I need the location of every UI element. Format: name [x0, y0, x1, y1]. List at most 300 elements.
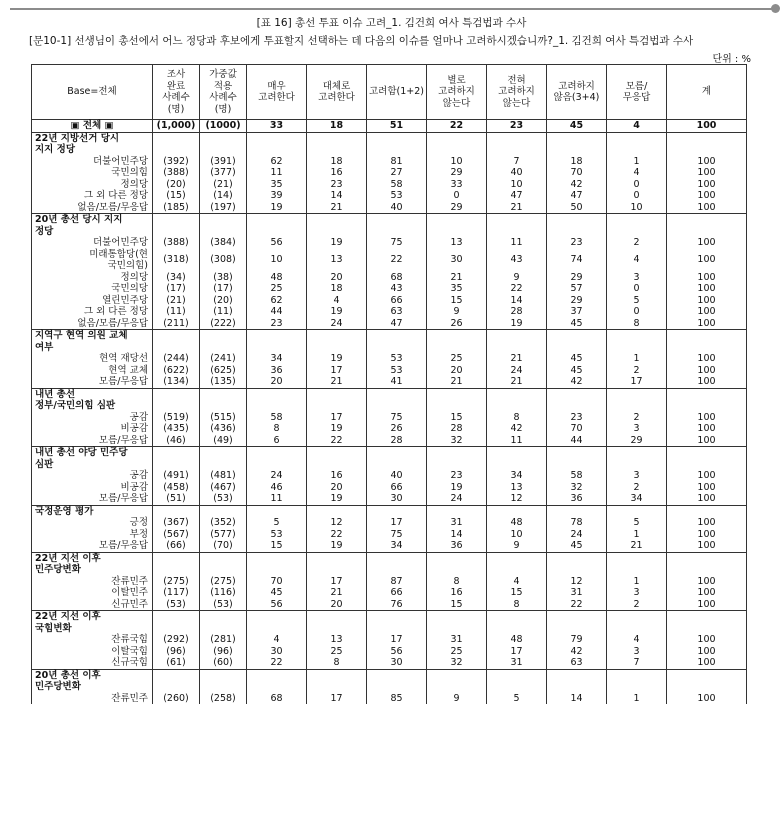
cell-value	[200, 447, 247, 459]
cell-value	[200, 459, 247, 471]
cell-value	[153, 214, 200, 226]
cell-value: 18	[547, 156, 607, 168]
cell-value	[667, 388, 747, 400]
cell-value: (1,000)	[153, 120, 200, 133]
cell-value: 3	[607, 470, 667, 482]
cell-value: (51)	[153, 493, 200, 505]
cell-value	[667, 552, 747, 564]
cell-value: 28	[367, 435, 427, 447]
cell-value	[607, 214, 667, 226]
cell-value	[667, 400, 747, 412]
cell-value: 42	[487, 423, 547, 435]
cell-value	[487, 226, 547, 238]
cell-value	[607, 132, 667, 144]
cell-value	[153, 388, 200, 400]
cell-value: 45	[547, 353, 607, 365]
table-row	[32, 190, 747, 202]
cell-value	[427, 505, 487, 517]
cell-value: 4	[307, 295, 367, 307]
cell-value: (21)	[153, 295, 200, 307]
table-row	[32, 295, 747, 307]
cell-value: 32	[427, 435, 487, 447]
table-row	[32, 657, 747, 669]
cell-value	[487, 669, 547, 681]
cell-value: 62	[247, 295, 307, 307]
cell-value: 8	[487, 599, 547, 611]
cell-value: 14	[307, 190, 367, 202]
cell-value: 4	[247, 634, 307, 646]
cell-value	[427, 447, 487, 459]
cell-value	[247, 226, 307, 238]
row-label: 내년 총선	[32, 388, 153, 400]
cell-value: 16	[307, 470, 367, 482]
cell-value	[367, 226, 427, 238]
cell-value: 1	[607, 353, 667, 365]
table-row	[32, 646, 747, 658]
cell-value	[487, 132, 547, 144]
cell-value: 36	[427, 540, 487, 552]
cell-value	[247, 623, 307, 635]
cell-value: 4	[607, 120, 667, 133]
cell-value	[153, 342, 200, 354]
cell-value	[607, 447, 667, 459]
cell-value	[427, 226, 487, 238]
cell-value: 100	[667, 412, 747, 424]
row-label: 정의당	[32, 179, 153, 191]
cell-value	[367, 132, 427, 144]
cell-value	[367, 214, 427, 226]
column-header: 고려하지 않음(3+4)	[547, 65, 607, 120]
cell-value	[247, 681, 307, 693]
cell-value: 24	[427, 493, 487, 505]
cell-value	[200, 226, 247, 238]
cell-value: 36	[247, 365, 307, 377]
cell-value: 74	[547, 249, 607, 272]
cell-value: 8	[427, 576, 487, 588]
cell-value: 100	[667, 376, 747, 388]
cell-value: 22	[547, 599, 607, 611]
column-header: 조사 완료 사례수 (명)	[153, 65, 200, 120]
cell-value: 17	[307, 693, 367, 705]
cell-value: 29	[427, 167, 487, 179]
cell-value	[247, 388, 307, 400]
table-row	[32, 435, 747, 447]
cell-value: 24	[547, 529, 607, 541]
cell-value	[367, 342, 427, 354]
cell-value	[487, 342, 547, 354]
cell-value: 43	[487, 249, 547, 272]
cell-value	[367, 669, 427, 681]
cell-value	[427, 669, 487, 681]
cell-value: 40	[487, 167, 547, 179]
cell-value: 26	[427, 318, 487, 330]
cell-value	[607, 459, 667, 471]
cell-value: 3	[607, 272, 667, 284]
cell-value	[307, 611, 367, 623]
cell-value: 15	[427, 599, 487, 611]
cell-value	[200, 623, 247, 635]
cell-value: 29	[547, 272, 607, 284]
cell-value: 66	[367, 587, 427, 599]
cell-value: 19	[307, 493, 367, 505]
cell-value: (96)	[153, 646, 200, 658]
cell-value: 100	[667, 657, 747, 669]
row-label: 비공감	[32, 423, 153, 435]
cell-value: 25	[247, 283, 307, 295]
cell-value	[367, 611, 427, 623]
column-header: 고려함(1+2)	[367, 65, 427, 120]
cell-value: 15	[487, 587, 547, 599]
row-label: 국힘변화	[32, 623, 153, 635]
row-label: 긍정	[32, 517, 153, 529]
row-label: 지역구 현역 의원 교체	[32, 330, 153, 342]
cell-value	[247, 144, 307, 156]
cell-value	[200, 669, 247, 681]
cell-value: 30	[367, 493, 427, 505]
cell-value: 18	[307, 156, 367, 168]
cell-value	[367, 330, 427, 342]
cell-value: 100	[667, 365, 747, 377]
cell-value: 34	[487, 470, 547, 482]
cell-value	[247, 669, 307, 681]
cell-value: 51	[367, 120, 427, 133]
cell-value: 30	[367, 657, 427, 669]
table-row	[32, 599, 747, 611]
cell-value: 5	[607, 517, 667, 529]
cell-value: 42	[547, 376, 607, 388]
cell-value: 57	[547, 283, 607, 295]
cell-value: 17	[307, 365, 367, 377]
cell-value: (53)	[153, 599, 200, 611]
cell-value: 29	[427, 202, 487, 214]
table-row	[32, 353, 747, 365]
cell-value: 32	[547, 482, 607, 494]
cell-value: (34)	[153, 272, 200, 284]
cell-value: 70	[547, 423, 607, 435]
cell-value: 58	[547, 470, 607, 482]
cell-value: (391)	[200, 156, 247, 168]
group-title-row	[32, 505, 747, 517]
cell-value	[247, 552, 307, 564]
cell-value: 18	[307, 283, 367, 295]
row-label: 이탈민주	[32, 587, 153, 599]
cell-value: 30	[427, 249, 487, 272]
cell-value	[547, 214, 607, 226]
cell-value: 30	[247, 646, 307, 658]
cell-value	[607, 400, 667, 412]
cell-value: (53)	[200, 599, 247, 611]
cell-value: 48	[487, 517, 547, 529]
cell-value	[247, 400, 307, 412]
row-label: 미래통합당(현 국민의힘)	[32, 249, 153, 272]
cell-value: 100	[667, 634, 747, 646]
row-label: 심판	[32, 459, 153, 471]
cell-value	[607, 669, 667, 681]
group-title-row	[32, 342, 747, 354]
cell-value	[153, 144, 200, 156]
cell-value	[247, 447, 307, 459]
cell-value	[427, 214, 487, 226]
cell-value: (53)	[200, 493, 247, 505]
cell-value: 23	[307, 179, 367, 191]
cell-value	[367, 681, 427, 693]
cell-value: (15)	[153, 190, 200, 202]
cell-value	[607, 611, 667, 623]
cell-value: (281)	[200, 634, 247, 646]
table-row	[32, 470, 747, 482]
cell-value: 23	[427, 470, 487, 482]
cell-value	[547, 342, 607, 354]
cell-value: 13	[307, 634, 367, 646]
cell-value	[547, 330, 607, 342]
cell-value: 21	[307, 587, 367, 599]
cell-value	[200, 214, 247, 226]
cell-value: 10	[607, 202, 667, 214]
cell-value: 100	[667, 167, 747, 179]
cell-value: 17	[367, 634, 427, 646]
cell-value	[487, 330, 547, 342]
group-title-row	[32, 623, 747, 635]
cell-value: 23	[547, 412, 607, 424]
cell-value: (96)	[200, 646, 247, 658]
cell-value: (17)	[200, 283, 247, 295]
cell-value: 25	[427, 353, 487, 365]
cell-value: 79	[547, 634, 607, 646]
cell-value	[547, 132, 607, 144]
cell-value: (60)	[200, 657, 247, 669]
cell-value	[607, 342, 667, 354]
table-row	[32, 576, 747, 588]
cell-value: (11)	[200, 306, 247, 318]
cell-value: 37	[547, 306, 607, 318]
cell-value: 17	[487, 646, 547, 658]
cell-value: 17	[607, 376, 667, 388]
cell-value	[427, 623, 487, 635]
cell-value: 9	[427, 693, 487, 705]
table-row	[32, 167, 747, 179]
cell-value: 21	[307, 202, 367, 214]
cell-value: 1	[607, 693, 667, 705]
cell-value: 34	[247, 353, 307, 365]
cell-value: 22	[307, 529, 367, 541]
cell-value: 100	[667, 470, 747, 482]
cell-value: (577)	[200, 529, 247, 541]
row-label: 공감	[32, 412, 153, 424]
cell-value: 100	[667, 353, 747, 365]
cell-value: 58	[247, 412, 307, 424]
cell-value: (377)	[200, 167, 247, 179]
cell-value: (392)	[153, 156, 200, 168]
cell-value: 100	[667, 295, 747, 307]
cell-value	[547, 623, 607, 635]
cell-value: (46)	[153, 435, 200, 447]
cell-value: 2	[607, 365, 667, 377]
cell-value: (20)	[200, 295, 247, 307]
row-label: 신규민주	[32, 599, 153, 611]
cell-value	[427, 681, 487, 693]
cell-value: (134)	[153, 376, 200, 388]
cell-value	[367, 564, 427, 576]
table-row	[32, 634, 747, 646]
cell-value: (20)	[153, 179, 200, 191]
cell-value: 47	[487, 190, 547, 202]
row-label: 현역 교체	[32, 365, 153, 377]
column-header: Base=전체	[32, 65, 153, 120]
group-title-row	[32, 447, 747, 459]
cell-value: 16	[427, 587, 487, 599]
cell-value	[487, 611, 547, 623]
table-row	[32, 237, 747, 249]
survey-question: [문10-1] 선생님이 총선에서 어느 정당과 후보에게 투표할지 선택하는 데 다음의 이슈를 얼마나 고려하시겠습니까?_1. 김건희 여사 특검법과 수사	[29, 35, 694, 47]
cell-value: 53	[367, 190, 427, 202]
cell-value	[667, 669, 747, 681]
cell-value: 12	[487, 493, 547, 505]
row-label: 모름/무응답	[32, 376, 153, 388]
cell-value: 7	[607, 657, 667, 669]
cell-value: (135)	[200, 376, 247, 388]
cell-value	[487, 681, 547, 693]
group-title-row	[32, 564, 747, 576]
cell-value: (467)	[200, 482, 247, 494]
cell-value: 42	[547, 179, 607, 191]
row-label: 모름/무응답	[32, 493, 153, 505]
table-row	[32, 412, 747, 424]
row-label: 국민의당	[32, 283, 153, 295]
cell-value	[247, 132, 307, 144]
cell-value: 17	[307, 412, 367, 424]
cell-value: 100	[667, 576, 747, 588]
cell-value	[607, 144, 667, 156]
cell-value: 62	[247, 156, 307, 168]
table-row	[32, 693, 747, 705]
cell-value	[667, 342, 747, 354]
row-label: 공감	[32, 470, 153, 482]
cell-value: 46	[247, 482, 307, 494]
cell-value: 9	[487, 540, 547, 552]
row-label: 그 외 다른 정당	[32, 306, 153, 318]
cell-value	[247, 330, 307, 342]
cell-value	[367, 400, 427, 412]
cell-value: (244)	[153, 353, 200, 365]
column-header: 모름/ 무응답	[607, 65, 667, 120]
cell-value: (388)	[153, 237, 200, 249]
cell-value: 21	[487, 353, 547, 365]
cell-value: 100	[667, 482, 747, 494]
row-label: 20년 총선 당시 지지	[32, 214, 153, 226]
cell-value: 22	[367, 249, 427, 272]
cell-value	[367, 144, 427, 156]
cell-value	[307, 330, 367, 342]
cell-value: 25	[307, 646, 367, 658]
cell-value: 53	[367, 353, 427, 365]
cell-value: 13	[487, 482, 547, 494]
cell-value: 75	[367, 412, 427, 424]
row-label: 비공감	[32, 482, 153, 494]
cell-value: 100	[667, 190, 747, 202]
cell-value	[200, 342, 247, 354]
cell-value	[200, 552, 247, 564]
cell-value: 31	[547, 587, 607, 599]
cell-value	[607, 388, 667, 400]
cell-value: 19	[307, 353, 367, 365]
cell-value	[547, 505, 607, 517]
cell-value: 75	[367, 529, 427, 541]
cell-value	[200, 564, 247, 576]
cell-value: 32	[427, 657, 487, 669]
cell-value: (21)	[200, 179, 247, 191]
cell-value: (567)	[153, 529, 200, 541]
row-label: 모름/무응답	[32, 435, 153, 447]
cell-value: 43	[367, 283, 427, 295]
cell-value: 100	[667, 693, 747, 705]
cell-value: 100	[667, 423, 747, 435]
cell-value: 18	[307, 120, 367, 133]
cell-value: (388)	[153, 167, 200, 179]
group-title-row	[32, 552, 747, 564]
cell-value	[307, 669, 367, 681]
row-label: 없음/모름/무응답	[32, 318, 153, 330]
cell-value: 17	[367, 517, 427, 529]
row-label: 더불어민주당	[32, 237, 153, 249]
cell-value	[153, 623, 200, 635]
table-row	[32, 306, 747, 318]
cell-value: 7	[487, 156, 547, 168]
table-row	[32, 529, 747, 541]
cell-value: 39	[247, 190, 307, 202]
table-body	[32, 120, 747, 705]
top-rule	[10, 8, 776, 10]
cell-value: 29	[547, 295, 607, 307]
row-label: 신규국힘	[32, 657, 153, 669]
cell-value: 25	[427, 646, 487, 658]
group-title-row	[32, 681, 747, 693]
cell-value: 31	[427, 634, 487, 646]
column-header: 별로 고려하지 않는다	[427, 65, 487, 120]
cell-value: 15	[247, 540, 307, 552]
row-label: 잔류민주	[32, 693, 153, 705]
cell-value	[427, 144, 487, 156]
table-row	[32, 318, 747, 330]
row-label: 국민의힘	[32, 167, 153, 179]
cell-value: 45	[547, 318, 607, 330]
cell-value	[487, 459, 547, 471]
row-label: 22년 지선 이후	[32, 611, 153, 623]
cell-value: (318)	[153, 249, 200, 272]
cell-value: 12	[307, 517, 367, 529]
row-label: 그 외 다른 정당	[32, 190, 153, 202]
table-row	[32, 283, 747, 295]
cell-value	[427, 388, 487, 400]
cell-value	[247, 214, 307, 226]
cell-value	[667, 681, 747, 693]
cell-value: 87	[367, 576, 427, 588]
cell-value: 100	[667, 540, 747, 552]
table-title: [표 16] 총선 투표 이슈 고려_1. 김건희 여사 특검법과 수사	[256, 17, 527, 29]
cell-value	[487, 400, 547, 412]
cell-value: 16	[307, 167, 367, 179]
cell-value: (61)	[153, 657, 200, 669]
cell-value: 63	[547, 657, 607, 669]
cell-value: 19	[427, 482, 487, 494]
cell-value: (515)	[200, 412, 247, 424]
row-label: 정부/국민의힘 심판	[32, 400, 153, 412]
cell-value	[607, 552, 667, 564]
column-header: 가중값 적용 사례수 (명)	[200, 65, 247, 120]
cell-value: 8	[607, 318, 667, 330]
cell-value	[607, 681, 667, 693]
cell-value	[307, 564, 367, 576]
cell-value	[307, 552, 367, 564]
